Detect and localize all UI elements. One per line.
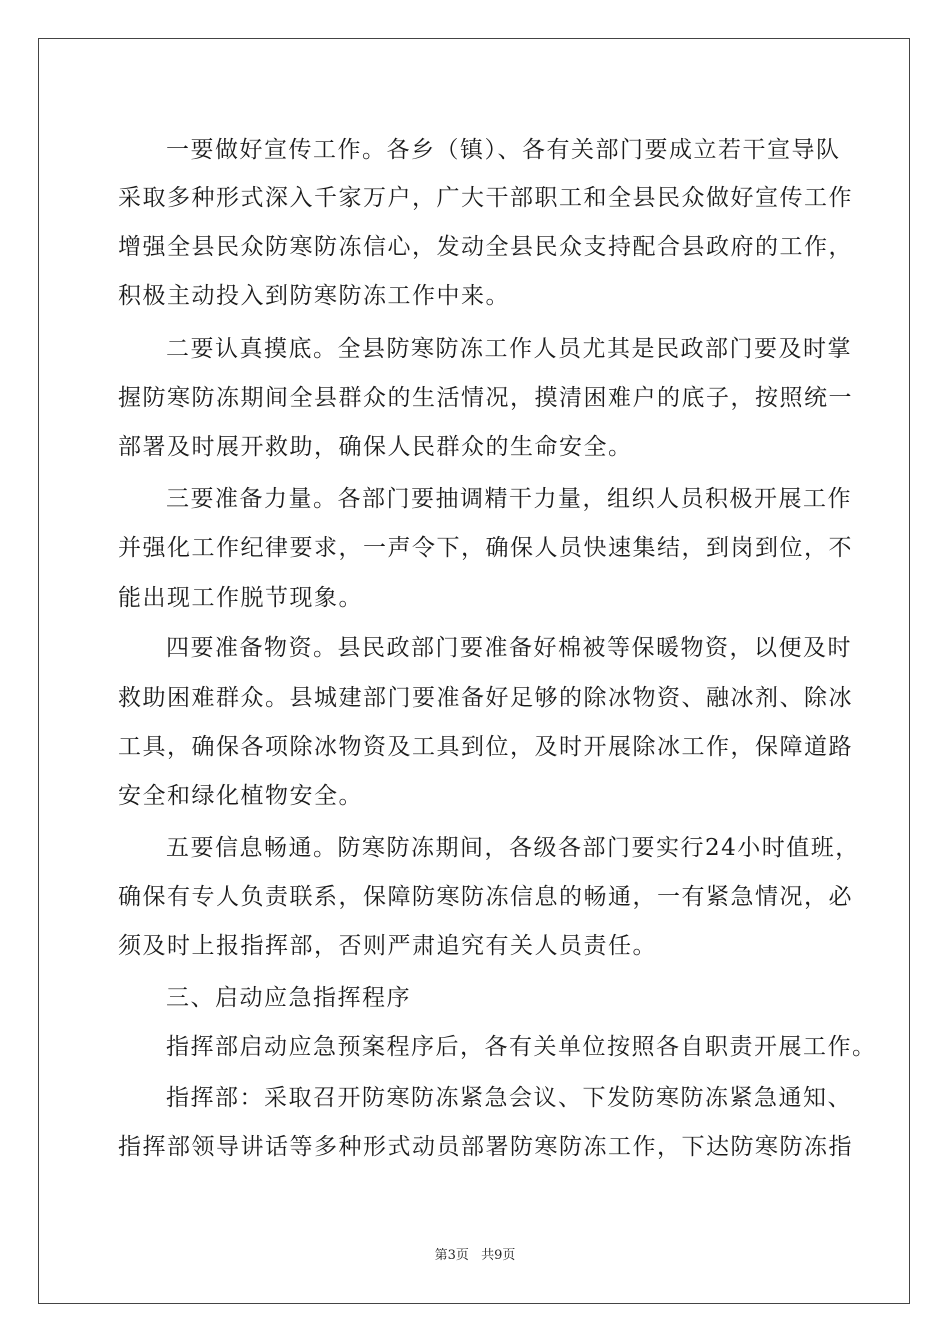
paragraph-line: 三要准备力量。各部门要抽调精干力量，组织人员积极开展工作	[166, 486, 852, 512]
section-heading: 三、启动应急指挥程序	[166, 985, 411, 1011]
page-frame	[38, 38, 910, 1304]
paragraph-line: 一要做好宣传工作。各乡（镇）、各有关部门要成立若干宣导队	[166, 137, 841, 163]
page-footer	[0, 1244, 950, 1263]
paragraph-line: 四要准备物资。县民政部门要准备好棉被等保暖物资，以便及时	[166, 635, 852, 661]
paragraph-line: 采取多种形式深入千家万户，广大干部职工和全县民众做好宣传工作	[118, 185, 853, 211]
paragraph-line: 并强化工作纪律要求，一声令下，确保人员快速集结，到岗到位，不	[118, 535, 853, 561]
paragraph-line: 安全和绿化植物安全。	[118, 783, 363, 809]
paragraph-line: 部署及时展开救助，确保人民群众的生命安全。	[118, 434, 633, 460]
paragraph-line: 确保有专人负责联系，保障防寒防冻信息的畅通，一有紧急情况，必	[118, 884, 853, 910]
paragraph-line: 指挥部：采取召开防寒防冻紧急会议、下发防寒防冻紧急通知、	[166, 1085, 852, 1111]
paragraph-line: 二要认真摸底。全县防寒防冻工作人员尤其是民政部门要及时掌	[166, 336, 852, 362]
paragraph-line: 增强全县民众防寒防冻信心，发动全县民众支持配合县政府的工作，	[118, 234, 853, 260]
paragraph-line: 能出现工作脱节现象。	[118, 585, 363, 611]
paragraph-line: 指挥部领导讲话等多种形式动员部署防寒防冻工作，下达防寒防冻指	[118, 1134, 853, 1160]
paragraph-line: 积极主动投入到防寒防冻工作中来。	[118, 283, 510, 309]
paragraph-line: 须及时上报指挥部，否则严肃追究有关人员责任。	[118, 933, 657, 959]
paragraph-line: 工具，确保各项除冰物资及工具到位，及时开展除冰工作，保障道路	[118, 734, 853, 760]
page-total: 共9页	[481, 1248, 516, 1263]
page-number: 第3页	[434, 1248, 469, 1263]
paragraph-line: 五要信息畅通。防寒防冻期间，各级各部门要实行24小时值班，	[166, 835, 860, 861]
paragraph-line: 救助困难群众。县城建部门要准备好足够的除冰物资、融冰剂、除冰	[118, 685, 853, 711]
paragraph-line: 指挥部启动应急预案程序后，各有关单位按照各自职责开展工作。	[166, 1034, 877, 1060]
paragraph-line: 握防寒防冻期间全县群众的生活情况，摸清困难户的底子，按照统一	[118, 385, 853, 411]
